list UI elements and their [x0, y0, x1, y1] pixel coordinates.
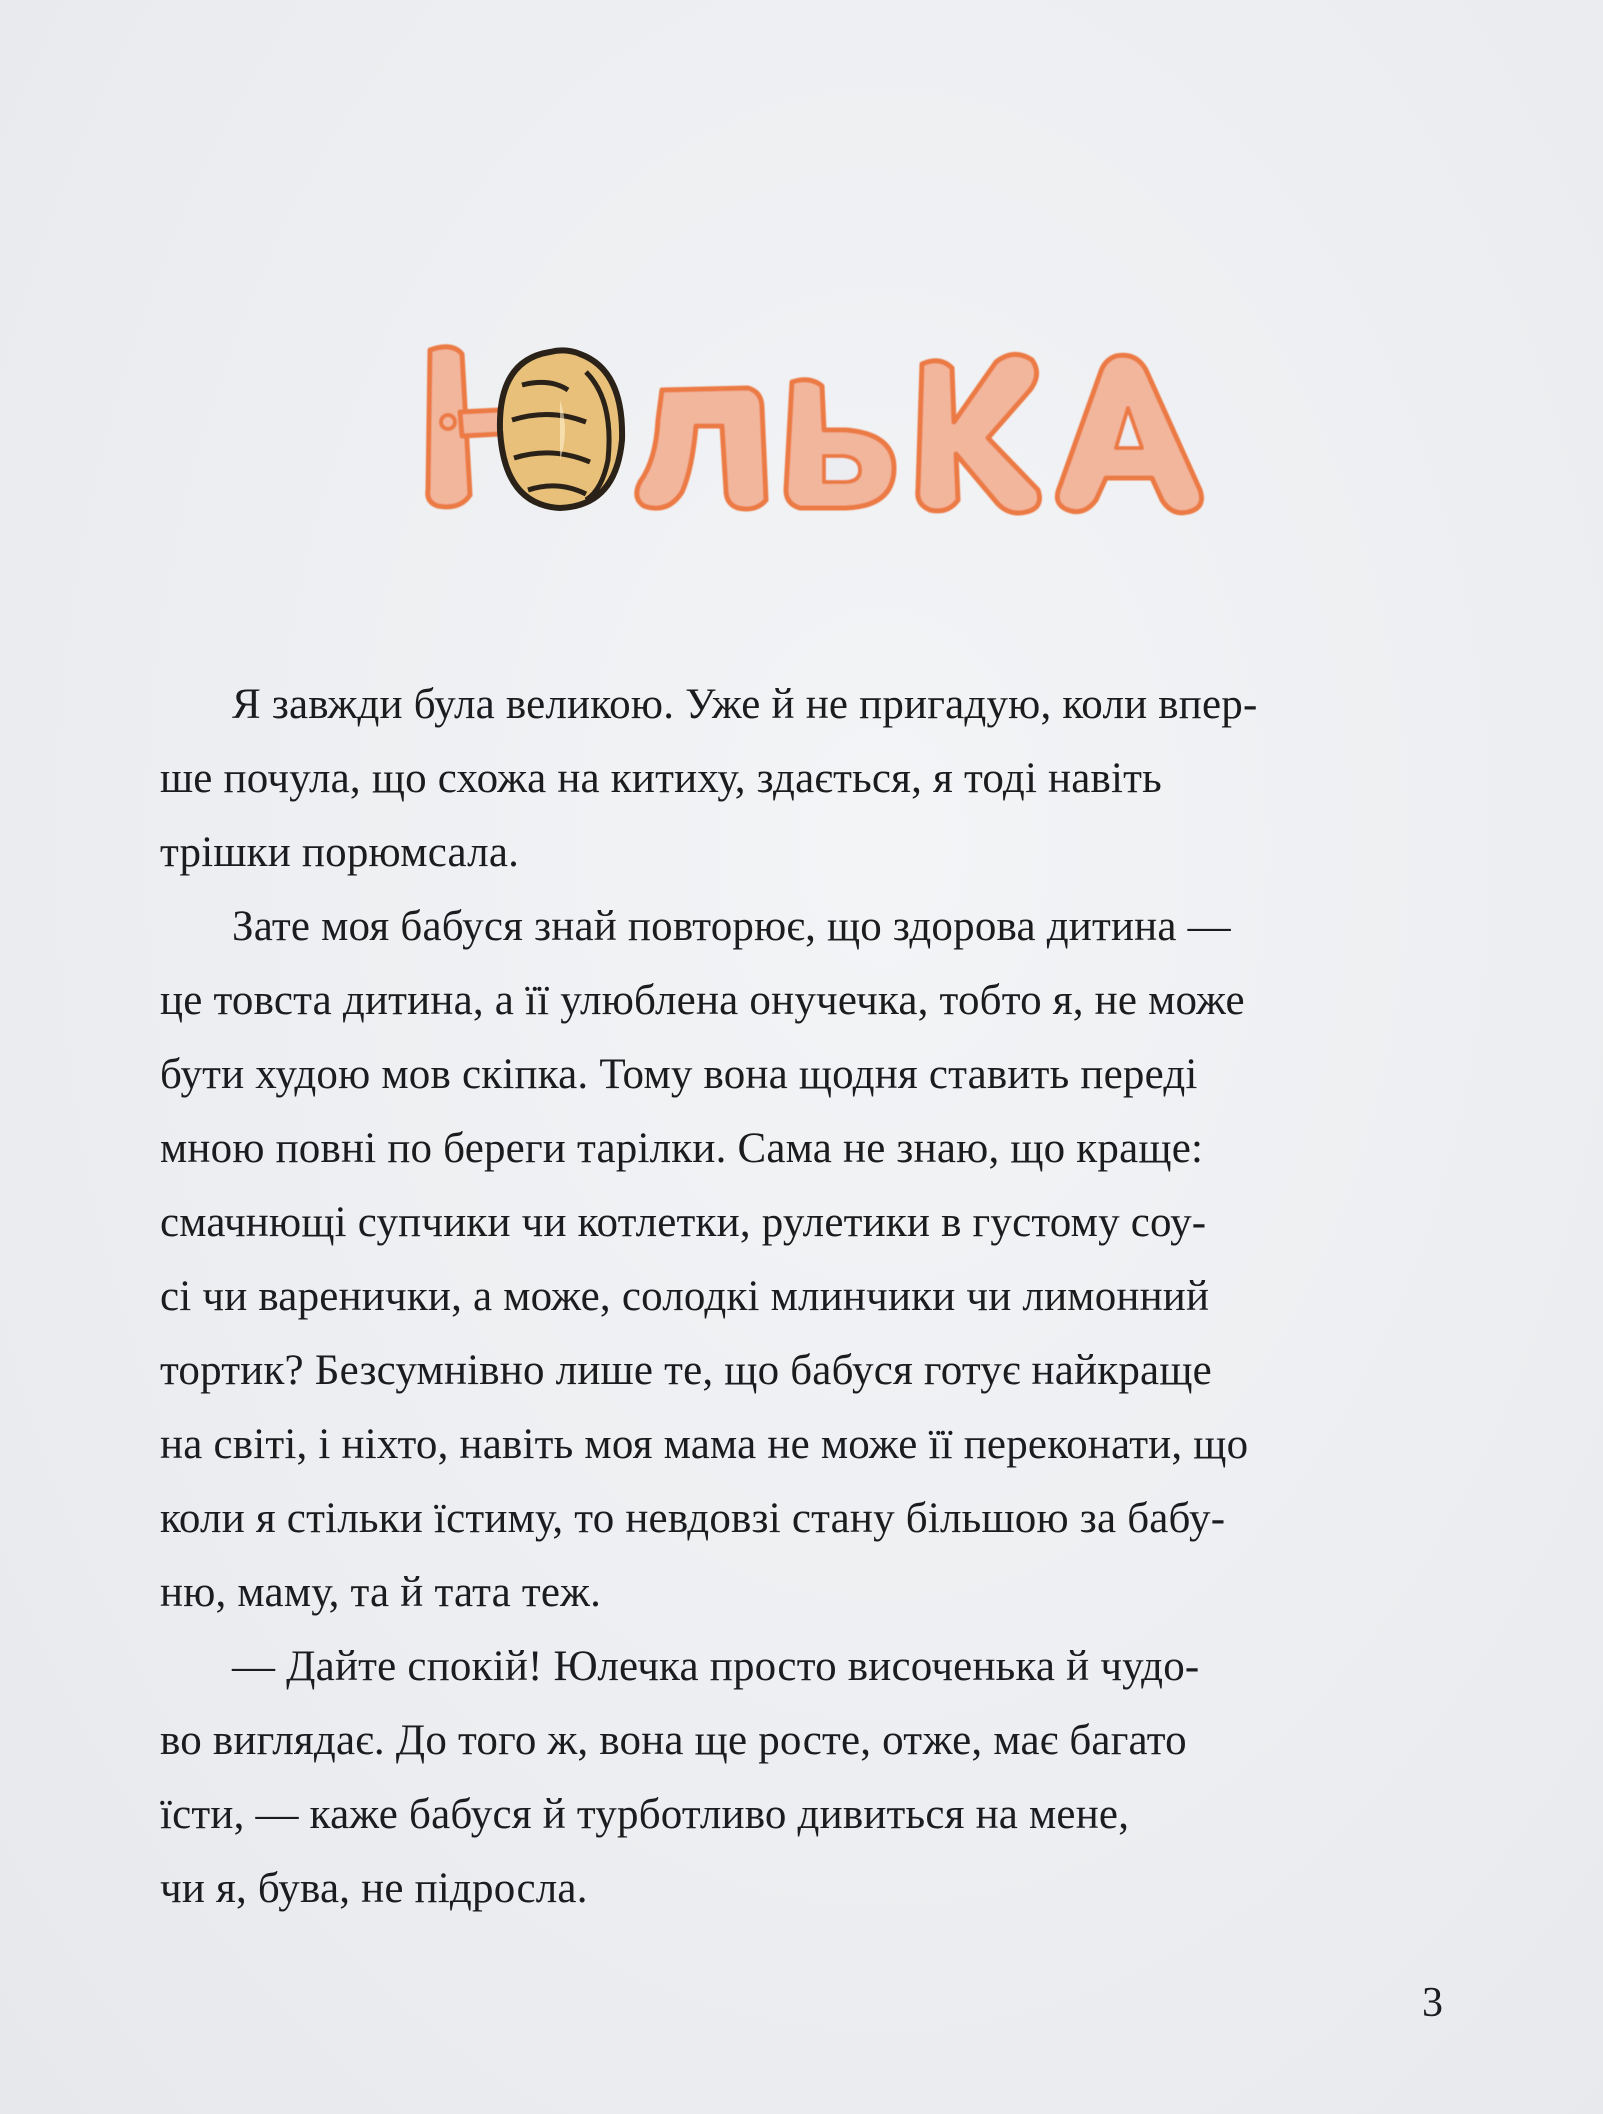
- letter-el: [637, 388, 766, 509]
- text-line: Зате моя бабуся знай повторює, що здорова дитина —: [232, 903, 1231, 950]
- text-line: ню, маму, та й тата теж.: [160, 1569, 602, 1616]
- chapter-title: [400, 330, 1220, 530]
- text-line: во виглядає. До того ж, вона ще росте, отже, має багато: [160, 1717, 1187, 1764]
- letter-yu-bar: [428, 347, 504, 507]
- text-line: Я завжди була великою. Уже й не пригадую, коли впер-: [232, 681, 1258, 728]
- text-line: — Дайте спокій! Юлечка просто височенька й чудо-: [232, 1643, 1200, 1690]
- text-line: сі чи варенички, а може, солодкі млинчики чи лимонний: [160, 1273, 1210, 1320]
- letter-a: [1057, 355, 1201, 513]
- text-line: це товста дитина, а її улюблена онучечка, тобто я, не може: [160, 977, 1245, 1024]
- text-line: на світі, і ніхто, навіть моя мама не може її переконати, що: [160, 1421, 1249, 1468]
- text-line: коли я стільки їстиму, то невдовзі стану більшою за бабу-: [160, 1495, 1226, 1542]
- page-number: 3: [1422, 1980, 1443, 2026]
- letter-ka: [918, 354, 1040, 513]
- croissant-icon: [500, 350, 622, 508]
- text-line: їсти, — каже бабуся й турботливо дивиться на мене,: [160, 1791, 1130, 1838]
- text-line: ше почула, що схожа на китиху, здається, я тоді навіть: [160, 755, 1162, 802]
- text-line: чи я, бува, не підросла.: [160, 1865, 588, 1912]
- letter-soft-sign: [786, 380, 894, 508]
- text-line: трішки порюмсала.: [160, 829, 520, 876]
- text-line: смачнющі супчики чи котлетки, рулетики в густому соу-: [160, 1199, 1207, 1246]
- text-line: мною повні по береги тарілки. Сама не знаю, що краще:: [160, 1125, 1204, 1172]
- chapter-title-illustration: [400, 330, 1220, 530]
- text-line: тортик? Безсумнівно лише те, що бабуся готує найкраще: [160, 1347, 1212, 1394]
- text-line: бути худою мов скіпка. Тому вона щодня ставить переді: [160, 1051, 1198, 1098]
- chapter-body: [160, 668, 1450, 1926]
